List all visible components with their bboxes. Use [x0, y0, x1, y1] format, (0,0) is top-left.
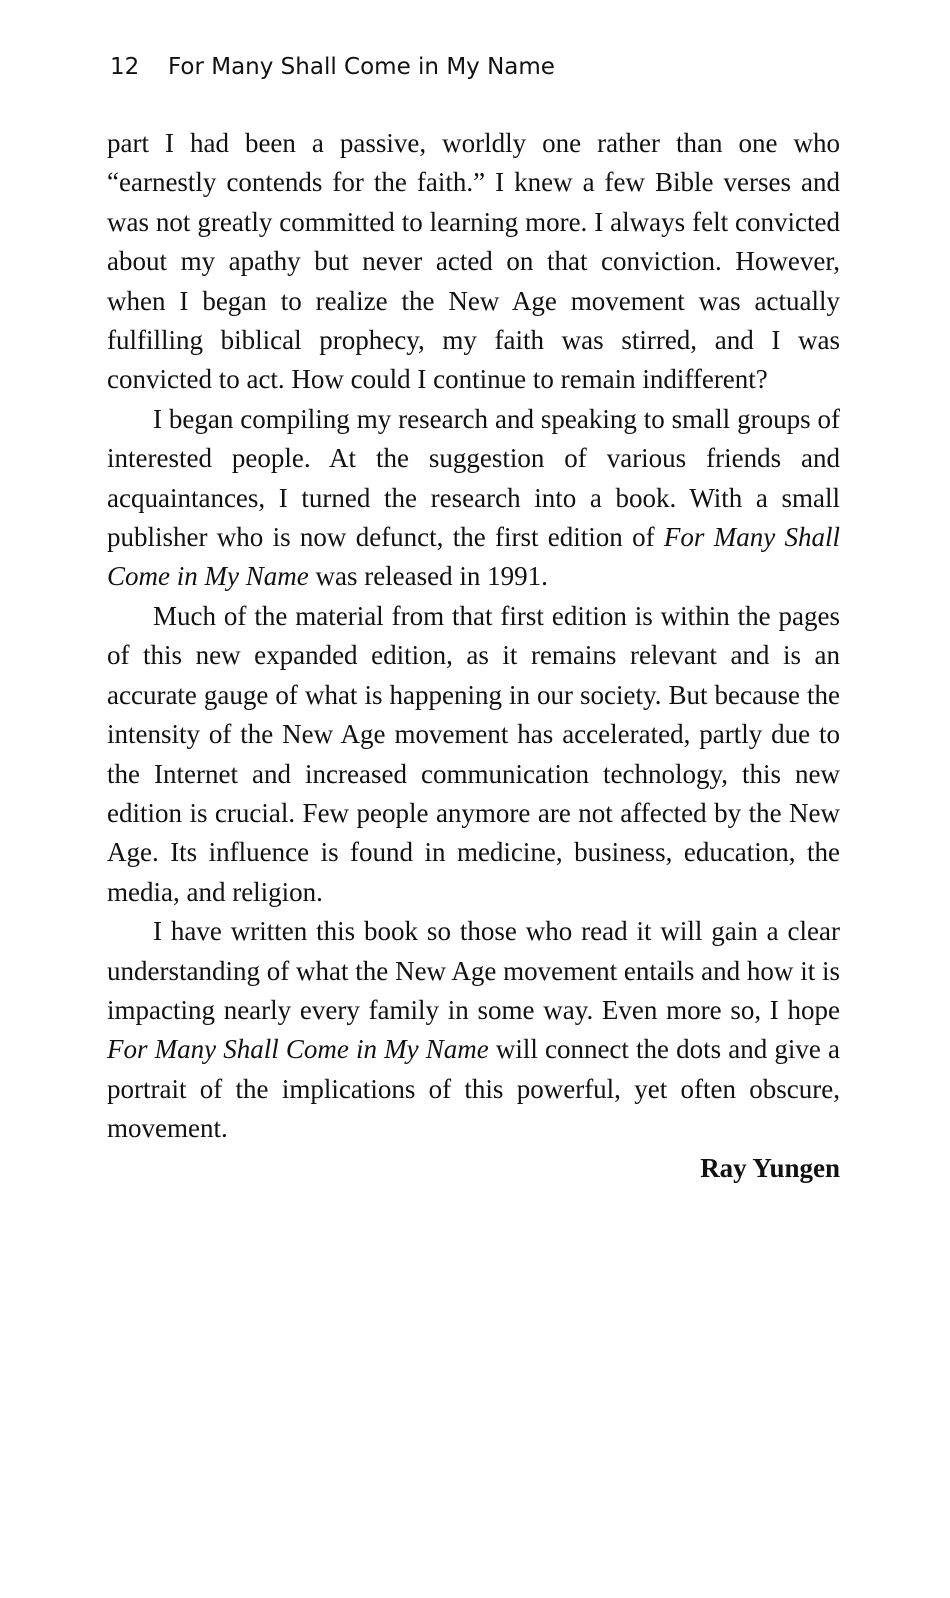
running-title: For Many Shall Come in My Name — [168, 54, 555, 80]
paragraph-3: Much of the material from that first edition is within the pages of this new expanded edition, as it remains relevant and is an accurate gauge of what is happening in our society. But because the intensity of the New Age movement has accelerated, partly due to the Internet and increased communication technology, this new edition is crucial. Few people anymore are not affected by the New Age. Its influence is found in medicine, business, education, the media, and religion. — [107, 600, 840, 907]
book-title-italic: For Many Shall Come in My Name — [107, 522, 840, 592]
paragraph-2-text-before: I began compiling my research and speaking to small groups of interested people. At the suggestion of various friends and acquaintances, I turned the research into a book. With a small publisher who is now defunct, the first edition of — [107, 403, 840, 553]
author-signature: Ray Yungen — [700, 1152, 840, 1183]
paragraph-4-text-after: will connect the dots and give a portrait of the implications of this powerful, yet often obscure, movement. — [107, 1034, 840, 1144]
book-title-italic: For Many Shall Come in My Name — [107, 1034, 489, 1065]
running-head — [110, 54, 555, 80]
page-number: 12 — [110, 54, 140, 80]
paragraph-2 — [107, 400, 840, 597]
paragraph-2-text-after: was released in 1991. — [308, 561, 548, 592]
body-text — [107, 124, 840, 1188]
paragraph-4-text-before: I have written this book so those who read it will gain a clear understanding of what the New Age movement entails and how it is impacting nearly every family in some way. Even more so, I hope — [107, 916, 840, 1025]
paragraph-4 — [107, 912, 840, 1148]
paragraph-1: part I had been a passive, worldly one rather than one who “earnestly contends for the faith.” I knew a few Bible verses and was not greatly committed to learning more. I always felt convicted about my apathy but never acted on that conviction. However, when I began to realize the New Age movement was actually fulfilling biblical prophecy, my faith was stirred, and I was convicted to act. How could I continue to remain indifferent? — [107, 128, 840, 395]
